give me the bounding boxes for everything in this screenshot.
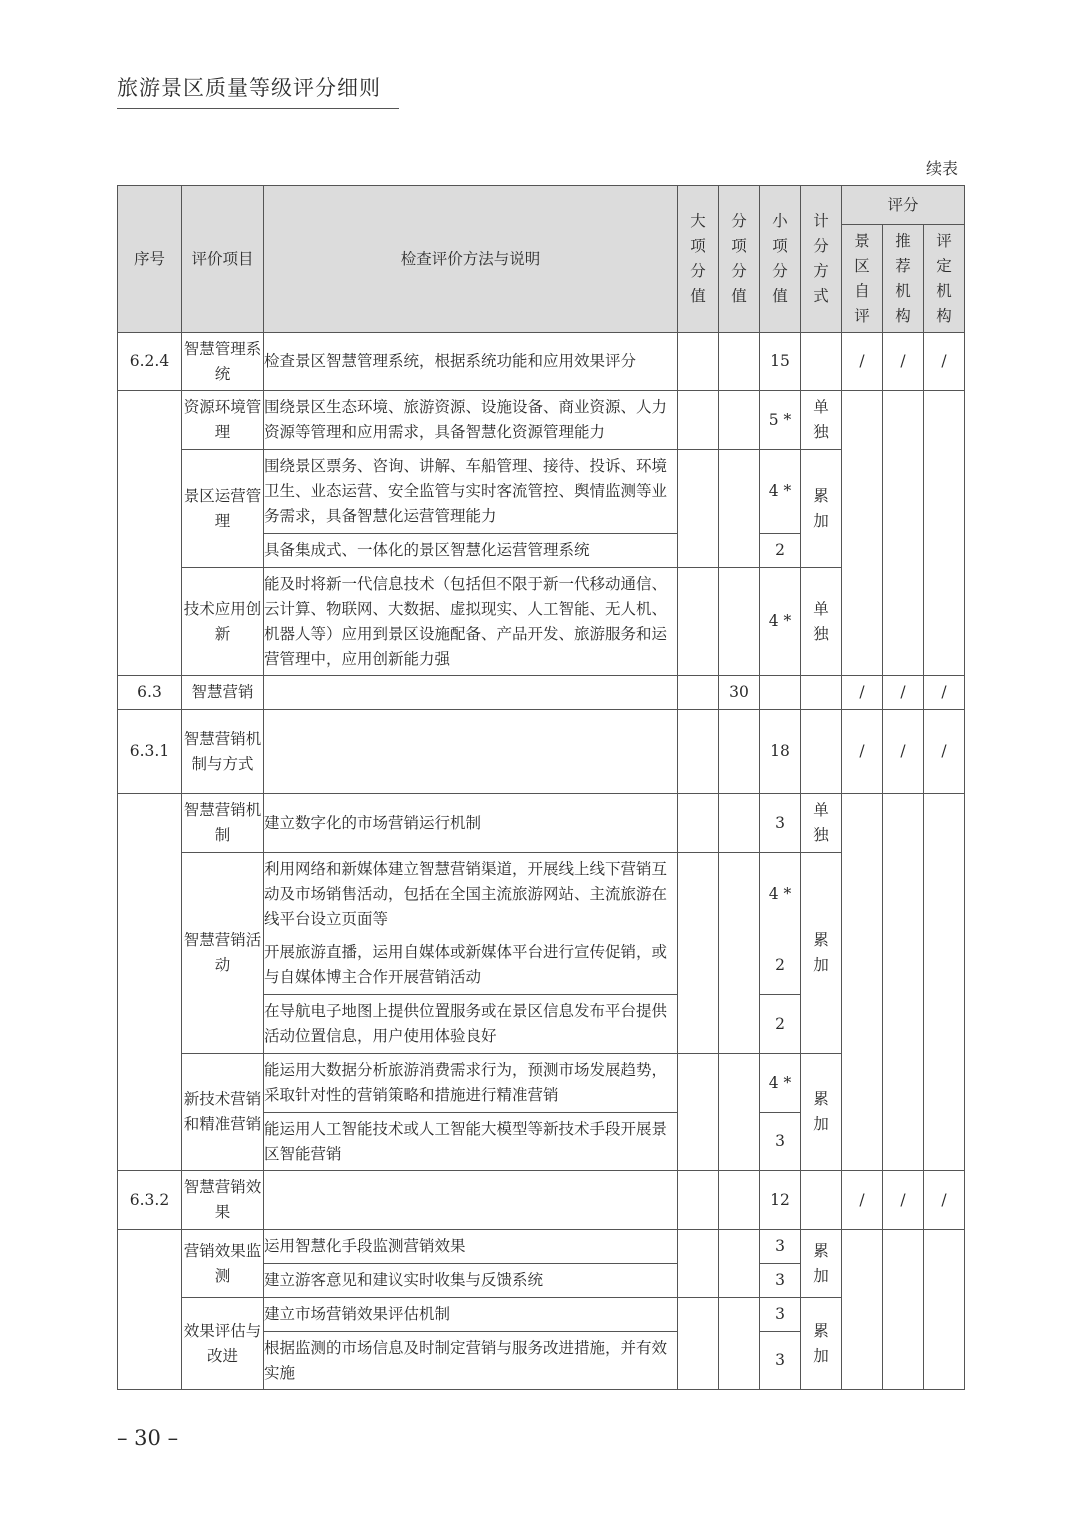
scoring-mode-cell (801, 1054, 842, 1171)
minor-score-cell: 3 (760, 1332, 801, 1390)
assess-cell: / (924, 333, 965, 391)
header-minor-score (760, 186, 801, 333)
item-cell: 效果评估与改进 (182, 1298, 264, 1390)
document-title: 旅游景区质量等级评分细则 (117, 72, 399, 109)
header-seq: 序号 (118, 186, 182, 333)
header-assess (924, 225, 965, 333)
continued-label: 续表 (925, 159, 958, 178)
table-row (118, 1230, 965, 1264)
method-cell: 利用网络和新媒体建立智慧营销渠道，开展线上线下营销互动及市场销售活动，包括在全国主流旅游网站、主流旅游在线平台设立页面等 (264, 853, 678, 937)
header-self-eval (842, 225, 883, 333)
method-cell: 检查景区智慧管理系统，根据系统功能和应用效果评分 (264, 333, 678, 391)
item-cell: 智慧营销 (182, 676, 264, 710)
self-eval-cell: / (842, 676, 883, 710)
item-cell: 智慧营销效果 (182, 1171, 264, 1230)
table-row (118, 676, 965, 710)
header-assess-text: 评定机构 (936, 231, 952, 325)
seq-cell: 6.3.1 (118, 710, 182, 794)
header-major-score-text: 大项分值 (690, 212, 706, 305)
minor-score-cell: 3 (760, 1113, 801, 1171)
item-cell: 智慧营销机制与方式 (182, 710, 264, 794)
method-cell: 开展旅游直播，运用自媒体或新媒体平台进行宣传促销，或与自媒体博主合作开展营销活动 (264, 937, 678, 995)
header-recommend (883, 225, 924, 333)
self-eval-cell: / (842, 710, 883, 794)
minor-score-cell: 2 (760, 534, 801, 568)
table-row (118, 391, 965, 450)
minor-score-cell: 4 * (760, 1054, 801, 1113)
item-cell: 智慧营销机制 (182, 794, 264, 853)
minor-score-cell: 12 (760, 1171, 801, 1230)
recommend-cell: / (883, 676, 924, 710)
item-cell: 技术应用创新 (182, 568, 264, 676)
method-cell: 建立市场营销效果评估机制 (264, 1298, 678, 1332)
table-row (118, 333, 965, 391)
header-method: 检查评价方法与说明 (264, 186, 678, 333)
method-cell: 围绕景区票务、咨询、讲解、车船管理、接待、投诉、环境卫生、业态运营、安全监管与实时客流管控、舆情监测等业务需求，具备智慧化运营管理能力 (264, 450, 678, 534)
header-recommend-text: 推荐机构 (895, 231, 911, 325)
seq-cell: 6.2.4 (118, 333, 182, 391)
scoring-mode-cell (801, 794, 842, 853)
scoring-mode-text: 单独 (813, 398, 829, 441)
table-row (118, 1054, 965, 1113)
assess-cell: / (924, 1171, 965, 1230)
minor-score-cell: 2 (760, 995, 801, 1054)
header-self-eval-text: 景区自评 (854, 231, 870, 325)
table-row (118, 1171, 965, 1230)
method-cell: 能运用人工智能技术或人工智能大模型等新技术手段开展景区智能营销 (264, 1113, 678, 1171)
method-cell: 围绕景区生态环境、旅游资源、设施设备、商业资源、人力资源等管理和应用需求，具备智慧化资源管理能力 (264, 391, 678, 450)
seq-cell-empty (118, 794, 182, 1171)
item-cell: 新技术营销和精准营销 (182, 1054, 264, 1171)
minor-score-cell: 4 * (760, 853, 801, 937)
recommend-cell: / (883, 333, 924, 391)
item-cell: 智慧营销活动 (182, 853, 264, 1054)
method-cell: 建立数字化的市场营销运行机制 (264, 794, 678, 853)
minor-score-cell: 15 (760, 333, 801, 391)
self-eval-cell: / (842, 333, 883, 391)
header-sub-score-text: 分项分值 (731, 212, 747, 305)
scoring-mode-text: 累加 (813, 1321, 829, 1365)
seq-cell: 6.3.2 (118, 1171, 182, 1230)
recommend-cell: / (883, 1171, 924, 1230)
seq-cell: 6.3 (118, 676, 182, 710)
minor-score-cell: 18 (760, 710, 801, 794)
minor-score-cell: 3 (760, 1230, 801, 1264)
table-row (118, 794, 965, 853)
minor-score-cell: 5 * (760, 391, 801, 450)
assess-cell: / (924, 710, 965, 794)
scoring-mode-cell (801, 853, 842, 1054)
minor-score-cell: 3 (760, 1264, 801, 1298)
method-cell: 能运用大数据分析旅游消费需求行为，预测市场发展趋势，采取针对性的营销策略和措施进行精准营销 (264, 1054, 678, 1113)
item-cell: 智慧管理系统 (182, 333, 264, 391)
item-cell: 景区运营管理 (182, 450, 264, 568)
seq-cell-empty (118, 1230, 182, 1390)
scoring-mode-text: 累加 (813, 486, 829, 530)
method-cell: 能及时将新一代信息技术（包括但不限于新一代移动通信、云计算、物联网、大数据、虚拟现实、人工智能、无人机、机器人等）应用到景区设施配备、产品开发、旅游服务和运营管理中，应用创新能力强 (264, 568, 678, 676)
scoring-mode-text: 累加 (813, 1241, 829, 1285)
header-minor-score-text: 小项分值 (772, 212, 788, 305)
header-sub-score (719, 186, 760, 333)
minor-score-cell: 4 * (760, 568, 801, 676)
header-rating: 评分 (842, 186, 965, 225)
method-cell: 在导航电子地图上提供位置服务或在景区信息发布平台提供活动位置信息，用户使用体验良好 (264, 995, 678, 1054)
table-row (118, 1298, 965, 1332)
scoring-mode-cell (801, 1298, 842, 1390)
scoring-mode-text: 累加 (813, 931, 829, 974)
scoring-mode-cell (801, 568, 842, 676)
method-cell: 建立游客意见和建议实时收集与反馈系统 (264, 1264, 678, 1298)
scoring-mode-cell (801, 391, 842, 450)
self-eval-cell: / (842, 1171, 883, 1230)
minor-score-cell: 4 * (760, 450, 801, 534)
table-row (118, 853, 965, 937)
table-row (118, 450, 965, 534)
seq-cell-empty (118, 391, 182, 676)
scoring-table (117, 185, 965, 1390)
scoring-mode-text: 累加 (813, 1090, 829, 1133)
method-cell: 根据监测的市场信息及时制定营销与服务改进措施，并有效实施 (264, 1332, 678, 1390)
method-cell: 具备集成式、一体化的景区智慧化运营管理系统 (264, 534, 678, 568)
recommend-cell: / (883, 710, 924, 794)
method-cell: 运用智慧化手段监测营销效果 (264, 1230, 678, 1264)
scoring-mode-text: 单独 (813, 599, 829, 643)
minor-score-cell: 3 (760, 1298, 801, 1332)
scoring-mode-cell (801, 1230, 842, 1298)
minor-score-cell: 2 (760, 937, 801, 995)
minor-score-cell: 3 (760, 794, 801, 853)
page-number: – 30 – (117, 1426, 179, 1450)
scoring-mode-text: 单独 (813, 801, 829, 844)
header-scoring-method (801, 186, 842, 333)
scoring-mode-cell (801, 450, 842, 568)
header-item: 评价项目 (182, 186, 264, 333)
header-scoring-method-text: 计分方式 (813, 212, 829, 305)
header-major-score (678, 186, 719, 333)
table-row (118, 710, 965, 794)
item-cell: 资源环境管理 (182, 391, 264, 450)
sub-score-cell: 30 (719, 676, 760, 710)
table-row (118, 568, 965, 676)
assess-cell: / (924, 676, 965, 710)
item-cell: 营销效果监测 (182, 1230, 264, 1298)
